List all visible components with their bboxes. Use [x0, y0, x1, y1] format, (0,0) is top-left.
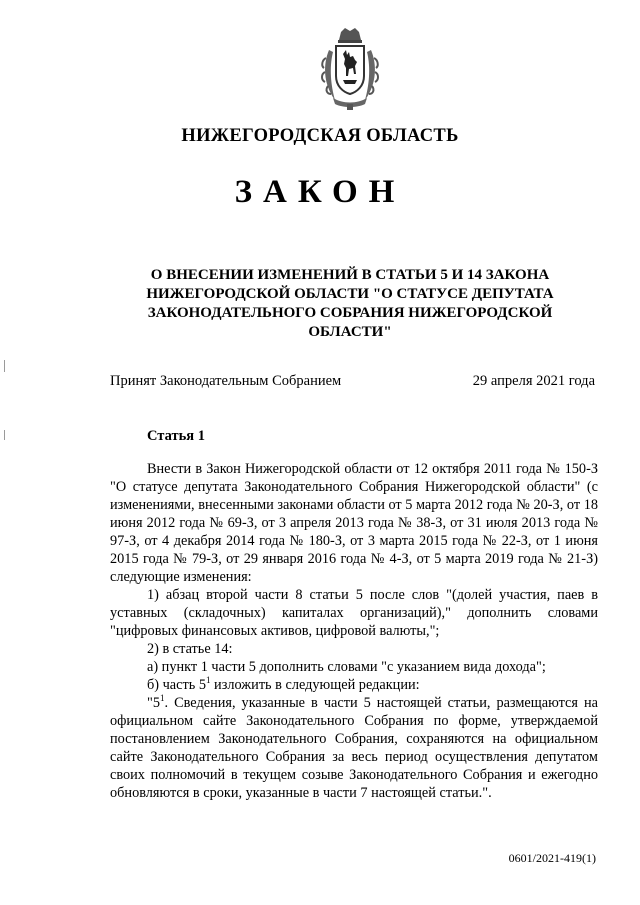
document-code: 0601/2021-419(1) — [508, 851, 596, 865]
article-heading: Статья 1 — [147, 428, 205, 444]
paragraph: Внести в Закон Нижегородской области от 12 октября 2011 года № 150-З "О статусе депутата Законодательного Собрания Нижегородской области" (с изменениями, внесенными законами области от 5 марта 2012 года № 20-З, от 18 июня 2012 года № 69-З, от 3 апреля 2013 года № 38-З, от 31 июля 2013 года № 97-З, от 4 декабря 2014 года № 180-З, от 3 марта 2015 года № 22-З, от 1 июня 2015 года № 79-З, от 29 января 2016 года № 4-З, от 5 марта 2019 года № 21-З) следующие изменения: — [110, 461, 598, 585]
scan-edge-mark — [4, 430, 5, 440]
paragraph — [110, 676, 598, 694]
paragraph: 2) в статье 14: — [147, 641, 233, 657]
superscript: 1 — [205, 675, 211, 686]
paragraph: 1) абзац второй части 8 статьи 5 после слов "(долей участия, паев в уставных (складочных) капиталах организаций)," дополнить словами "цифровых финансовых активов, цифровой валюты,"; — [110, 587, 598, 639]
region-name: НИЖЕГОРОДСКАЯ ОБЛАСТЬ — [181, 126, 459, 146]
paragraph: а) пункт 1 части 5 дополнить словами "с указанием вида дохода"; — [147, 659, 546, 675]
article-body — [110, 460, 598, 802]
superscript: 1 — [160, 693, 165, 704]
adopted-by-label: Принят Законодательным Собранием — [110, 373, 342, 389]
coat-of-arms-icon — [319, 28, 381, 112]
document-type: ЗАКОН — [234, 174, 406, 210]
text-run: изложить в следующей редакции: — [210, 677, 420, 693]
text-run: б) часть 5 — [147, 677, 206, 693]
law-title: О ВНЕСЕНИИ ИЗМЕНЕНИЙ В СТАТЬИ 5 И 14 ЗАКОНА НИЖЕГОРОДСКОЙ ОБЛАСТИ "О СТАТУСЕ ДЕПУТАТА ЗАКОНОДАТЕЛЬНОГО СОБРАНИЯ НИЖЕГОРОДСКОЙ ОБЛАСТИ" — [146, 267, 554, 340]
paragraph — [110, 694, 598, 802]
scan-edge-mark — [4, 360, 5, 372]
text-run: . Сведения, указанные в части 5 настоящей статьи, размещаются на официальном сайте Законодательного Собрания по форме, утверждаемой постановлением Законодательного Собрания, сохраняются на официальном сайте Законодательного Собрания за весь период осуществления депутатом своих полномочий в текущем созыве Законодательного Собрания и ежегодно обновляются в сроки, указанные в части 7 настоящей статьи.". — [110, 695, 598, 801]
text-run: "5 — [147, 695, 160, 711]
adoption-date: 29 апреля 2021 года — [472, 373, 595, 389]
